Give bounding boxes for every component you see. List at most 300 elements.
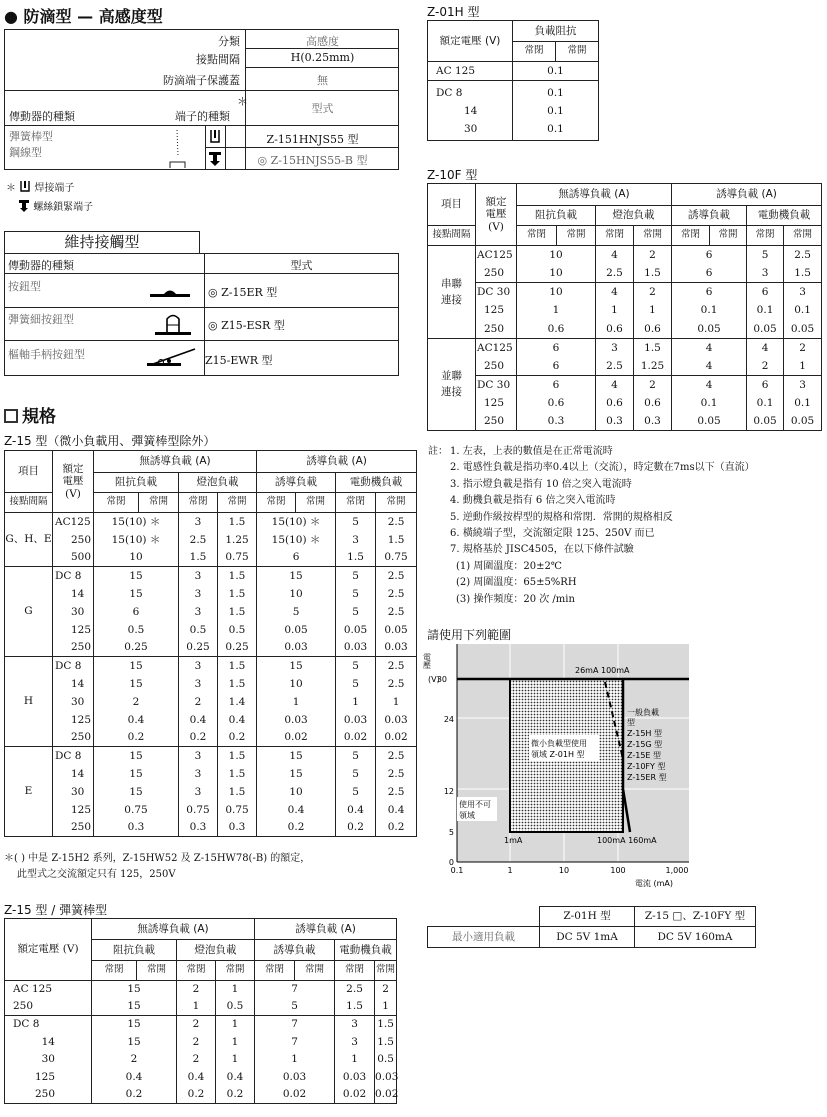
table-row [5, 693, 417, 711]
note-line: 7. 規格基於 JISC4505，在以下條件試驗 [450, 544, 634, 556]
volt-cell: 500 [53, 549, 94, 567]
maintain-col-model: 型式 [290, 259, 313, 272]
note-line: 3. 指示燈負載是指有 10 倍之突入電流時 [450, 478, 632, 490]
value-cell: 2.5 [376, 513, 417, 531]
table-row [5, 1086, 397, 1104]
note-line: 1. 左表，上表的數值是在正常電流時 [450, 446, 613, 457]
value-cell: 1 [216, 1016, 255, 1034]
table-row [428, 264, 822, 283]
ytick-12: 12 [443, 787, 454, 796]
z10f-hdr-ind: 誘導負載 (A) [672, 184, 822, 206]
hdr-no: 常開 [375, 961, 397, 981]
value-cell: 1.5 [218, 603, 257, 621]
value-cell: 0.03 [336, 639, 376, 657]
general-1: 一般負載 [627, 708, 659, 717]
table-row [5, 585, 417, 603]
value-cell: 0.5 [375, 1051, 397, 1069]
value-cell: 1.5 [336, 549, 376, 567]
value-cell: 0.2 [336, 819, 376, 837]
value-cell: 15(10) ＊ [94, 531, 179, 549]
value-cell: 1.5 [375, 1016, 397, 1034]
minload-label: 最小適用負載 [428, 927, 540, 948]
value-cell: 0.5 [94, 621, 179, 639]
value-cell: 2 [179, 693, 218, 711]
z01h-caption: Z-01H 型 [427, 5, 480, 19]
value-cell: 1.5 [218, 657, 257, 675]
value-cell: 0.3 [596, 412, 634, 431]
drip-note-screw [18, 198, 93, 213]
xtick-100: 100 [610, 866, 626, 875]
spring-button-icon [155, 311, 191, 337]
value-cell: 0.3 [517, 412, 596, 431]
drip-value-class: 高感度 [306, 35, 339, 48]
value-cell: 0.4 [92, 1068, 177, 1086]
drip-value-cover: 無 [317, 74, 328, 87]
note-star: ＊ [6, 183, 16, 194]
hdr-no: 常開 [218, 493, 257, 513]
ann-bottom: 100mA 160mA [597, 836, 657, 845]
table-row [428, 357, 822, 376]
hdr-no: 常開 [295, 961, 335, 981]
value-cell: 15 [94, 747, 179, 765]
value-cell: 0.75 [376, 549, 417, 567]
value-cell: 10 [517, 283, 596, 302]
drip-title: 防滴型 — 高感度型 [23, 7, 163, 26]
volt-cell: DC 8 [53, 657, 94, 675]
z10f-hdr-voltage: 額定 電壓 (V) [476, 184, 517, 246]
value-cell: 0.75 [94, 801, 179, 819]
value-cell: 2 [177, 1033, 216, 1051]
t2-hdr-nonind: 無誘導負載 (A) [92, 919, 255, 940]
value-cell: 0.03 [257, 639, 336, 657]
general-6: Z-10FY 型 [627, 762, 666, 771]
general-4: Z-15G 型 [627, 740, 663, 749]
value-cell: 0.3 [94, 819, 179, 837]
value-cell: 3 [596, 338, 634, 357]
push-button-icon [150, 285, 192, 299]
z10f-table [427, 183, 822, 431]
value-cell: 0.2 [257, 819, 336, 837]
hdr-nc: 常閉 [94, 493, 139, 513]
value-cell: 0.4 [216, 1068, 255, 1086]
hdr-no: 常開 [784, 226, 822, 246]
value-cell: 3 [335, 1033, 375, 1051]
volt-cell: 14 [53, 585, 94, 603]
value-cell: 15 [92, 1016, 177, 1034]
volt-cell: 30 [53, 783, 94, 801]
xtick-1: 1 [507, 866, 513, 875]
z10f-hdr-resistive: 阻抗負載 [517, 206, 596, 226]
hdr-nc: 常閉 [179, 493, 218, 513]
value-cell: 4 [672, 375, 747, 394]
table-row [428, 246, 822, 265]
value-cell: 2.5 [376, 567, 417, 585]
value-cell: 0.2 [216, 1086, 255, 1104]
note-line: (3) 操作頻度：20 次 /min [456, 593, 575, 605]
note-solder: 焊接端子 [34, 183, 75, 194]
value-cell: 0.1 [747, 301, 784, 320]
value-cell: 0.2 [218, 729, 257, 747]
t1-body [5, 513, 417, 837]
value-cell: 3 [336, 531, 376, 549]
value-cell: 1 [216, 1051, 255, 1069]
value-cell: 1 [376, 693, 417, 711]
value-cell: 5 [336, 567, 376, 585]
value-cell: 3 [179, 513, 218, 531]
model-solder: Z-151HNJS55 型 [266, 133, 359, 146]
value-cell: 0.4 [94, 711, 179, 729]
value-cell: 3 [179, 567, 218, 585]
value-cell: 0.4 [218, 711, 257, 729]
volt-cell: 250 [53, 639, 94, 657]
value-cell: 15(10) ＊ [257, 531, 336, 549]
value-cell: 1 [216, 1033, 255, 1051]
value-cell: 0.1 [747, 394, 784, 413]
value-cell: 0.02 [255, 1086, 335, 1104]
table-row [428, 320, 822, 339]
z10f-hdr-inductive: 誘導負載 [672, 206, 747, 226]
t2-hdr-ind: 誘導負載 (A) [255, 919, 397, 940]
value-cell: 10 [517, 246, 596, 265]
value-cell: 5 [336, 603, 376, 621]
value-cell: 1.5 [335, 998, 375, 1016]
note-line: (2) 周圍溫度：65±5%RH [456, 577, 577, 589]
t2-body [5, 981, 397, 1104]
maintain-name-pivot: 樞軸手柄按鈕型 [8, 348, 85, 361]
value-cell: 0.05 [747, 320, 784, 339]
table-row [428, 412, 822, 431]
table-row [5, 531, 417, 549]
table-row [5, 729, 417, 747]
value-cell: 2.5 [179, 531, 218, 549]
value-cell: 15 [94, 567, 179, 585]
volt-cell: 250 [476, 320, 517, 339]
ann-1ma: 1mA [504, 836, 523, 845]
spec-title-block [4, 402, 56, 427]
actuator-header: 傳動器的種類 [9, 110, 75, 123]
table-row [5, 639, 417, 657]
square-bullet-icon [4, 409, 18, 423]
value-cell: 2 [177, 1016, 216, 1034]
t1-caption: Z-15 型（微小負載用、彈簧棒型除外） [4, 434, 216, 448]
value-cell: 1.25 [634, 357, 672, 376]
pivot-lever-icon [147, 346, 199, 370]
value-cell: 0.03 [257, 711, 336, 729]
value-cell: 0.6 [634, 394, 672, 413]
value-cell: 5 [257, 603, 336, 621]
volt-cell: 14 [53, 675, 94, 693]
value-cell: 6 [94, 603, 179, 621]
group-label: E [5, 747, 53, 837]
model-screw: ◎ Z-15HNJS55-B 型 [257, 154, 368, 167]
note-screw: 螺絲鎖緊端子 [33, 202, 94, 213]
z01h-volt: 14 [464, 104, 478, 117]
volt-cell: 125 [53, 621, 94, 639]
table-row [5, 1016, 397, 1034]
t2-hdr-lamp: 燈泡負載 [177, 940, 255, 961]
general-5: Z-15E 型 [627, 751, 662, 760]
ann-top: 26mA 100mA [575, 666, 630, 675]
terminal-star: ＊ [237, 95, 248, 108]
value-cell: 2.5 [376, 765, 417, 783]
solder-terminal-icon [19, 180, 31, 193]
hdr-rated-voltage: 額定 電壓 (V) [53, 451, 94, 513]
value-cell: 10 [94, 549, 179, 567]
screw-terminal-icon [18, 199, 30, 212]
value-cell: 1.5 [218, 567, 257, 585]
value-cell: 2 [634, 283, 672, 302]
value-cell: 1.5 [634, 338, 672, 357]
minload-v2: DC 5V 160mA [635, 927, 756, 948]
value-cell: 2 [634, 246, 672, 265]
value-cell: 0.5 [216, 998, 255, 1016]
value-cell: 0.05 [747, 412, 784, 431]
value-cell: 7 [255, 1033, 335, 1051]
value-cell: 15 [94, 783, 179, 801]
volt-cell: AC125 [476, 338, 517, 357]
z10f-hdr-item: 項目 [428, 184, 476, 226]
value-cell: 0.03 [376, 639, 417, 657]
z01h-value: 0.1 [547, 86, 564, 99]
z01h-value: 0.1 [513, 62, 599, 81]
value-cell: 4 [596, 246, 634, 265]
unusable-2: 領域 [459, 811, 475, 820]
z10f-hdr-lamp: 燈泡負載 [596, 206, 672, 226]
value-cell: 6 [257, 549, 336, 567]
terminal-header: 端子的種類 [175, 110, 230, 123]
table-row [5, 675, 417, 693]
table-row [428, 338, 822, 357]
hdr-nc: 常閉 [336, 493, 376, 513]
value-cell: 15 [92, 998, 177, 1016]
value-cell: 0.1 [784, 394, 822, 413]
value-cell: 0.3 [218, 819, 257, 837]
value-cell: 0.25 [218, 639, 257, 657]
hdr-nc: 常閉 [255, 961, 295, 981]
ytick-24: 24 [443, 715, 454, 724]
hdr-nc: 常閉 [596, 226, 634, 246]
value-cell: 1 [596, 301, 634, 320]
value-cell: 1.4 [218, 693, 257, 711]
value-cell: 1 [177, 998, 216, 1016]
drip-label-gap: 接點間隔 [196, 53, 240, 66]
value-cell: 5 [336, 513, 376, 531]
value-cell: 0.05 [376, 621, 417, 639]
t2-hdr-voltage: 額定電壓 (V) [5, 919, 92, 981]
volt-cell: DC 8 [53, 747, 94, 765]
value-cell: 15 [257, 747, 336, 765]
value-cell: 6 [517, 357, 596, 376]
general-2: 型 [627, 718, 635, 727]
value-cell: 2.5 [596, 264, 634, 283]
hdr-no: 常開 [557, 226, 596, 246]
z10f-hdr-motor: 電動機負載 [747, 206, 822, 226]
volt-cell: 14 [53, 765, 94, 783]
value-cell: 0.05 [257, 621, 336, 639]
note-line: 4. 動機負載是指有 6 倍之突入電流時 [450, 495, 616, 507]
z01h-volt: DC 8 [436, 86, 463, 99]
value-cell: 1.5 [179, 549, 218, 567]
value-cell: 15 [257, 657, 336, 675]
value-cell: 2.5 [596, 357, 634, 376]
drip-box [4, 29, 399, 170]
t1-note-1: ＊( ) 中是 Z-15H2 系列，Z-15HW52 及 Z-15HW78(-B) 的額定， [4, 853, 311, 864]
value-cell: 3 [784, 283, 822, 302]
hdr-inductive: 誘導負載 [257, 473, 336, 493]
volt-cell: 250 [53, 729, 94, 747]
ytick-5: 5 [448, 828, 454, 837]
value-cell: 1 [375, 998, 397, 1016]
hdr-no: 常開 [296, 493, 336, 513]
value-cell: 0.05 [672, 320, 747, 339]
range-chart [422, 644, 690, 892]
hdr-nc: 常閉 [335, 961, 375, 981]
volt-cell: AC125 [476, 246, 517, 265]
value-cell: 15(10) ＊ [257, 513, 336, 531]
value-cell: 0.2 [177, 1086, 216, 1104]
value-cell: 0.6 [634, 320, 672, 339]
note-line: 5. 逆動作級按桿型的規格和常閉．常開的規格相反 [450, 511, 673, 523]
spec-table-2 [4, 918, 397, 1104]
volt-cell: 125 [5, 1068, 92, 1086]
value-cell: 0.1 [784, 301, 822, 320]
value-cell: 0.4 [179, 711, 218, 729]
minload-col-z01h: Z-01H 型 [540, 907, 635, 927]
hdr-nc: 常閉 [747, 226, 784, 246]
connection-label: 並聯連接 [428, 338, 476, 431]
z10f-hdr-gap: 接點間隔 [428, 226, 476, 246]
value-cell: 0.05 [672, 412, 747, 431]
value-cell: 1.25 [218, 531, 257, 549]
maintain-name-button: 按鈕型 [8, 280, 41, 293]
table-row [5, 549, 417, 567]
maintain-model-spring: ◎ Z15-ESR 型 [208, 319, 285, 332]
value-cell: 1.5 [784, 264, 822, 283]
hdr-no: 常開 [634, 226, 672, 246]
ytick-30: 30 [436, 675, 447, 684]
value-cell: 1 [257, 693, 336, 711]
volt-cell: DC 8 [53, 567, 94, 585]
value-cell: 3 [335, 1016, 375, 1034]
maintain-model-button: ◎ Z-15ER 型 [208, 286, 278, 299]
value-cell: 5 [336, 657, 376, 675]
hdr-item: 項目 [5, 451, 53, 493]
value-cell: 0.02 [257, 729, 336, 747]
value-cell: 0.4 [376, 801, 417, 819]
volt-cell: 125 [53, 801, 94, 819]
min-load-table [427, 906, 756, 948]
table-row [5, 819, 417, 837]
z10f-body [428, 246, 822, 431]
value-cell: 0.03 [375, 1068, 397, 1086]
yunit: (V) [428, 675, 440, 684]
z01h-volt: 30 [464, 122, 478, 135]
value-cell: 3 [179, 747, 218, 765]
z01h-table [427, 20, 599, 141]
drip-value-gap: H(0.25mm) [290, 51, 355, 64]
note-line: 6. 橫繞端子型，交流額定限 125、250V 而已 [450, 528, 655, 540]
hdr-no: 常開 [216, 961, 255, 981]
value-cell: 0.3 [179, 819, 218, 837]
table-row [5, 1051, 397, 1069]
drip-label-cover: 防滴端子保護蓋 [163, 74, 240, 87]
table-row [5, 1068, 397, 1086]
value-cell: 0.6 [517, 320, 596, 339]
value-cell: 0.4 [336, 801, 376, 819]
value-cell: 5 [336, 675, 376, 693]
spec-table-1 [4, 450, 417, 837]
table-row [428, 283, 822, 302]
notes-lines [450, 444, 755, 608]
z01h-value: 0.1 [547, 122, 564, 135]
value-cell: 2 [747, 357, 784, 376]
screw-terminal-icon [208, 151, 222, 167]
table-row [5, 513, 417, 531]
value-cell: 15 [94, 765, 179, 783]
volt-cell: 30 [5, 1051, 92, 1069]
maintain-table [4, 253, 399, 376]
value-cell: 3 [179, 657, 218, 675]
t2-hdr-motor: 電動機負載 [335, 940, 397, 961]
value-cell: 10 [257, 783, 336, 801]
value-cell: 1 [336, 693, 376, 711]
z01h-volt: AC 125 [428, 62, 513, 81]
table-row [5, 567, 417, 585]
drip-note-solder [6, 179, 74, 194]
drip-title-block [4, 4, 163, 27]
value-cell: 0.03 [336, 711, 376, 729]
value-cell: 15(10) ＊ [94, 513, 179, 531]
value-cell: 1.5 [376, 531, 417, 549]
value-cell: 0.1 [672, 301, 747, 320]
micro-label-1: 微小負載型使用 [531, 739, 587, 748]
xtick-10: 10 [558, 866, 570, 875]
value-cell: 1.5 [634, 264, 672, 283]
actuator-diagram [165, 128, 195, 170]
value-cell: 5 [255, 998, 335, 1016]
value-cell: 6 [747, 375, 784, 394]
volt-cell: AC 125 [5, 981, 92, 999]
value-cell: 4 [747, 338, 784, 357]
connection-label: 串聯連接 [428, 246, 476, 339]
volt-cell: 125 [53, 711, 94, 729]
value-cell: 4 [596, 283, 634, 302]
table-row [5, 765, 417, 783]
table-row [5, 998, 397, 1016]
value-cell: 1 [255, 1051, 335, 1069]
value-cell: 0.02 [335, 1086, 375, 1104]
z01h-value: 0.1 [547, 104, 564, 117]
value-cell: 5 [336, 783, 376, 801]
value-cell: 0.2 [179, 729, 218, 747]
unusable-1: 使用不可 [459, 800, 491, 809]
minload-col-z15: Z-15 □、Z-10FY 型 [635, 907, 756, 927]
hdr-nc: 常閉 [177, 961, 216, 981]
value-cell: 15 [257, 765, 336, 783]
notes-head: 註： [428, 446, 448, 457]
t2-hdr-resistive: 阻抗負載 [92, 940, 177, 961]
value-cell: 0.3 [634, 412, 672, 431]
group-label: H [5, 657, 53, 747]
value-cell: 0.02 [375, 1086, 397, 1104]
value-cell: 3 [179, 603, 218, 621]
value-cell: 2 [784, 338, 822, 357]
maintain-title: 維持接觸型 [64, 233, 140, 251]
value-cell: 0.5 [218, 621, 257, 639]
value-cell: 2.5 [376, 603, 417, 621]
value-cell: 1.5 [218, 585, 257, 603]
value-cell: 2 [94, 693, 179, 711]
